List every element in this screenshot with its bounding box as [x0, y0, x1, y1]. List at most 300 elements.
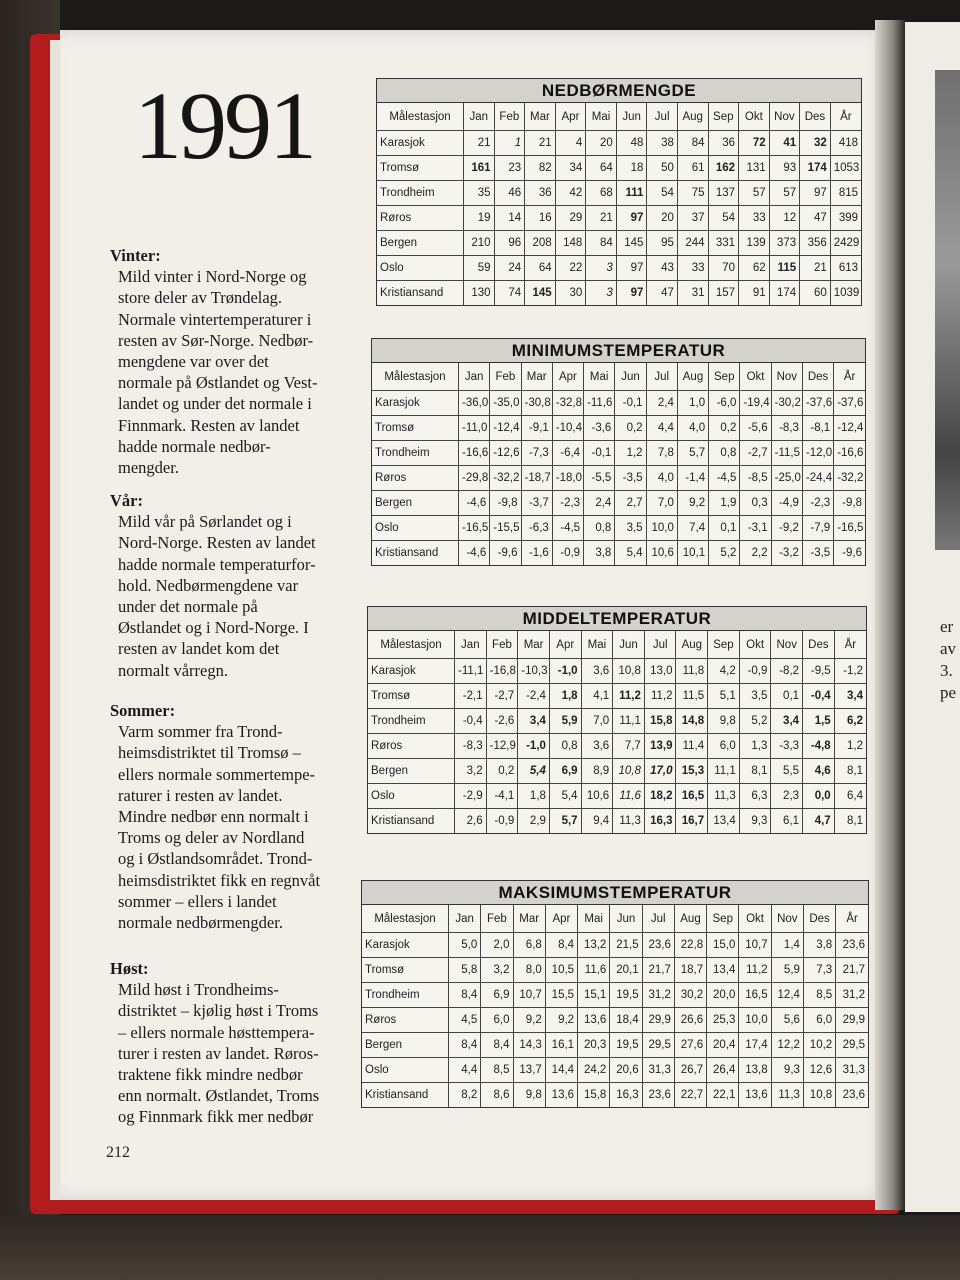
table-cell: 6,1 [771, 809, 803, 834]
table-cell: -7,9 [802, 516, 833, 541]
table-header-row [362, 905, 868, 933]
table-cell: 34 [555, 156, 586, 181]
table-cell: 22 [555, 256, 586, 281]
station-name: Tromsø [372, 416, 459, 441]
season-autumn [110, 958, 355, 1128]
table-row [362, 958, 868, 983]
table-row [372, 541, 865, 566]
table-cell: -32,8 [552, 391, 583, 416]
table-cell: -8,5 [740, 466, 771, 491]
table-cell: 1,9 [709, 491, 740, 516]
right-page-photo [935, 70, 960, 550]
table-cell: 13,0 [644, 659, 676, 684]
table-cell: 3,5 [615, 516, 646, 541]
table-cell: 14,4 [545, 1058, 577, 1083]
column-header: Jul [644, 631, 676, 659]
table-row [368, 809, 866, 834]
column-header: Des [800, 103, 831, 131]
table-title: NEDBØRMENGDE [377, 79, 861, 103]
table-cell: 5,5 [771, 759, 803, 784]
table-cell: 0,2 [709, 416, 740, 441]
table-cell: -9,6 [834, 541, 865, 566]
table-cell: -0,1 [615, 391, 646, 416]
table-cell: 0,8 [709, 441, 740, 466]
season-heading: Sommer: [110, 701, 176, 720]
table-cell: 15,3 [676, 759, 708, 784]
table-cell: 3,5 [739, 684, 771, 709]
table-cell: 8,6 [481, 1083, 513, 1108]
text-line: resten av Sør-Norge. Nedbør- [118, 330, 314, 350]
table-cell: 1,2 [615, 441, 646, 466]
table-header-row [372, 363, 865, 391]
text-line: heimsdistriktet fikk en regnvåt [118, 870, 321, 890]
table-cell: -4,8 [803, 734, 835, 759]
table-cell: 91 [739, 281, 770, 306]
column-header: Jan [459, 363, 490, 391]
table-cell: 9,2 [545, 1008, 577, 1033]
table-cell: 16 [525, 206, 556, 231]
table-cell: 10,6 [581, 784, 613, 809]
season-spring [110, 490, 355, 681]
table-cell: 2,3 [771, 784, 803, 809]
table-cell: -32,2 [490, 466, 521, 491]
table-row [362, 983, 868, 1008]
station-name: Kristiansand [362, 1083, 449, 1108]
column-header: Jun [610, 905, 642, 933]
table-cell: 31,2 [642, 983, 674, 1008]
table-cell: 8,5 [481, 1058, 513, 1083]
table-cell: 5,0 [449, 933, 481, 958]
table-cell: 15,5 [545, 983, 577, 1008]
column-header: Apr [545, 905, 577, 933]
column-header: Jun [615, 363, 646, 391]
table-cell: 2,4 [584, 491, 615, 516]
column-header: Mai [586, 103, 617, 131]
table-cell: 13,8 [739, 1058, 771, 1083]
table-cell: 5,2 [739, 709, 771, 734]
table-title: MINIMUMSTEMPERATUR [372, 339, 865, 363]
table-cell: -12,4 [834, 416, 865, 441]
table-cell: 11,6 [613, 784, 645, 809]
table-min-temperature [371, 338, 866, 566]
column-header: Des [802, 363, 833, 391]
table-cell: 50 [647, 156, 678, 181]
table-cell: 9,3 [771, 1058, 803, 1083]
table-cell: -10,4 [552, 416, 583, 441]
table-cell: 23,6 [836, 933, 868, 958]
station-name: Oslo [368, 784, 455, 809]
column-header: Okt [740, 363, 771, 391]
table-cell: -3,7 [521, 491, 552, 516]
table-cell: -9,1 [521, 416, 552, 441]
table-cell: 8,1 [834, 759, 866, 784]
table-cell: -4,6 [459, 491, 490, 516]
column-header: Aug [676, 631, 708, 659]
table-cell: 14 [494, 206, 525, 231]
column-header: Jul [647, 103, 678, 131]
table-cell: 3,8 [584, 541, 615, 566]
table-cell: -19,4 [740, 391, 771, 416]
table-cell: 6,9 [481, 983, 513, 1008]
table-cell: 157 [708, 281, 739, 306]
table-cell: 54 [708, 206, 739, 231]
table-row [377, 256, 861, 281]
text-line: normale på Østlandet og Vest- [118, 373, 318, 393]
table-cell: -12,4 [490, 416, 521, 441]
table-cell: 8,4 [449, 983, 481, 1008]
table-cell: -11,6 [584, 391, 615, 416]
table-cell: 0,2 [486, 759, 518, 784]
table-cell: 84 [677, 131, 708, 156]
text-line: Mild vinter i Nord-Norge og [118, 267, 307, 287]
column-header: År [834, 363, 865, 391]
table-cell: 21 [525, 131, 556, 156]
table-cell: 9,3 [739, 809, 771, 834]
table-cell: 4,2 [708, 659, 740, 684]
column-header: Sep [708, 631, 740, 659]
table-cell: 8,2 [449, 1083, 481, 1108]
text-line: Mindre nedbør enn normalt i [118, 807, 309, 827]
column-header: Nov [769, 103, 800, 131]
column-header: Nov [771, 631, 803, 659]
table-cell: 5,1 [708, 684, 740, 709]
table-row [362, 1083, 868, 1108]
text-line: enn normalt. Østlandet, Troms [118, 1086, 320, 1106]
text-line: Normale vintertemperaturer i [118, 309, 312, 329]
table-cell: 2,9 [518, 809, 550, 834]
column-header: Feb [486, 631, 518, 659]
table-cell: 33 [677, 256, 708, 281]
table-cell: 174 [800, 156, 831, 181]
text-line: raturer i resten av landet. [118, 785, 283, 805]
table-row [377, 231, 861, 256]
table-cell: 30,2 [674, 983, 706, 1008]
table-cell: 4,0 [677, 416, 708, 441]
table-cell: -8,3 [771, 416, 802, 441]
table-cell: 145 [616, 231, 647, 256]
table-cell: 26,4 [707, 1058, 739, 1083]
table-cell: 11,2 [644, 684, 676, 709]
column-header: Okt [739, 905, 771, 933]
table-cell: 17,0 [644, 759, 676, 784]
table-cell: 20,4 [707, 1033, 739, 1058]
table-row [377, 281, 861, 306]
station-name: Karasjok [372, 391, 459, 416]
table-cell: 54 [647, 181, 678, 206]
table-cell: 2,7 [615, 491, 646, 516]
table-row [372, 391, 865, 416]
column-header: År [834, 631, 866, 659]
table-cell: 208 [525, 231, 556, 256]
table-cell: -1,0 [549, 659, 581, 684]
column-header: Mai [581, 631, 613, 659]
table-cell: -1,0 [518, 734, 550, 759]
table-cell: 13,9 [644, 734, 676, 759]
table-max-temperature [361, 880, 869, 1108]
table-cell: 74 [494, 281, 525, 306]
right-page-text [940, 616, 960, 704]
right-page-text-line: av [940, 639, 957, 658]
table-cell: 7,0 [646, 491, 677, 516]
table-cell: -0,9 [739, 659, 771, 684]
table-cell: 22,1 [707, 1083, 739, 1108]
table-cell: 2429 [830, 231, 861, 256]
table-cell: 15,1 [578, 983, 610, 1008]
table-cell: 3,2 [481, 958, 513, 983]
table-cell: 72 [739, 131, 770, 156]
text-line: resten av landet kom det [118, 639, 280, 659]
table-cell: -3,1 [740, 516, 771, 541]
table-cell: 6,0 [803, 1008, 835, 1033]
table-cell: 5,7 [677, 441, 708, 466]
table-cell: 10,7 [739, 933, 771, 958]
table-cell: 19 [464, 206, 495, 231]
table-cell: 18 [616, 156, 647, 181]
table-cell: 4,5 [449, 1008, 481, 1033]
table-cell: -5,6 [740, 416, 771, 441]
table-cell: -3,5 [615, 466, 646, 491]
table-cell: -7,3 [521, 441, 552, 466]
table-cell: 356 [800, 231, 831, 256]
table-cell: 4,4 [449, 1058, 481, 1083]
column-header: Okt [739, 631, 771, 659]
table-cell: 21 [800, 256, 831, 281]
table-cell: 62 [739, 256, 770, 281]
table-cell: 30 [555, 281, 586, 306]
table-cell: 11,3 [613, 809, 645, 834]
station-name: Bergen [377, 231, 464, 256]
table-cell: -0,9 [552, 541, 583, 566]
table-cell: 95 [647, 231, 678, 256]
table-cell: 21,7 [642, 958, 674, 983]
table-cell: 3,4 [771, 709, 803, 734]
column-header: Jan [464, 103, 495, 131]
table-cell: 29,9 [642, 1008, 674, 1033]
table-cell: -8,3 [455, 734, 487, 759]
column-header: Feb [490, 363, 521, 391]
table-cell: 21,5 [610, 933, 642, 958]
table-cell: 2,2 [740, 541, 771, 566]
table-cell: 3,6 [581, 659, 613, 684]
table-row [362, 1058, 868, 1083]
table-cell: 11,1 [613, 709, 645, 734]
table-cell: 6,0 [708, 734, 740, 759]
table-cell: 4 [555, 131, 586, 156]
text-line: under det normale på [118, 597, 258, 617]
table-title: MAKSIMUMSTEMPERATUR [362, 881, 868, 905]
text-line: ellers normale sommertempe- [118, 764, 316, 784]
table-row [368, 784, 866, 809]
table-cell: 9,4 [581, 809, 613, 834]
table-row [362, 933, 868, 958]
table-cell: -11,0 [459, 416, 490, 441]
table-cell: 1,0 [677, 391, 708, 416]
column-header: Mar [521, 363, 552, 391]
table-cell: -15,5 [490, 516, 521, 541]
table-cell: 59 [464, 256, 495, 281]
table-cell: 97 [616, 281, 647, 306]
table-cell: 12 [769, 206, 800, 231]
table-cell: 10,8 [613, 659, 645, 684]
station-name: Røros [368, 734, 455, 759]
table-cell: 82 [525, 156, 556, 181]
table-cell: 31,3 [836, 1058, 868, 1083]
table-cell: -1,2 [834, 659, 866, 684]
table-cell: 20,6 [610, 1058, 642, 1083]
table-cell: 5,4 [518, 759, 550, 784]
right-page-text-line: pe [940, 683, 957, 702]
table-cell: -4,9 [771, 491, 802, 516]
table-cell: 15,0 [707, 933, 739, 958]
table-cell: -2,1 [455, 684, 487, 709]
column-header: Målestasjon [377, 103, 464, 131]
table-cell: -16,8 [486, 659, 518, 684]
table-cell: 20,0 [707, 983, 739, 1008]
table-cell: 139 [739, 231, 770, 256]
table-cell: 32 [800, 131, 831, 156]
table-cell: 64 [586, 156, 617, 181]
text-line: og Finnmark fikk mer nedbør [118, 1107, 314, 1127]
text-line: Finnmark. Resten av landet [118, 415, 300, 435]
table-cell: 60 [800, 281, 831, 306]
station-name: Røros [362, 1008, 449, 1033]
table-cell: 6,2 [834, 709, 866, 734]
table-cell: 16,5 [676, 784, 708, 809]
table-cell: 1053 [830, 156, 861, 181]
table-cell: 18,7 [674, 958, 706, 983]
table-cell: -2,6 [486, 709, 518, 734]
column-header: Feb [481, 905, 513, 933]
table-cell: 8,0 [513, 958, 545, 983]
table-cell: 93 [769, 156, 800, 181]
station-name: Tromsø [368, 684, 455, 709]
table-cell: 10,5 [545, 958, 577, 983]
table-cell: 6,3 [739, 784, 771, 809]
table-cell: 11,1 [708, 759, 740, 784]
text-line: hold. Nedbørmengdene var [118, 575, 299, 595]
table-cell: -9,6 [490, 541, 521, 566]
table-cell: 24,2 [578, 1058, 610, 1083]
table-cell: 131 [739, 156, 770, 181]
text-line: normalt vårregn. [118, 660, 228, 680]
table-cell: -8,1 [802, 416, 833, 441]
table-cell: 11,4 [676, 734, 708, 759]
table-cell: 31,3 [642, 1058, 674, 1083]
station-name: Bergen [362, 1033, 449, 1058]
table-cell: 26,6 [674, 1008, 706, 1033]
table-cell: -0,1 [584, 441, 615, 466]
table-cell: 4,7 [803, 809, 835, 834]
table-cell: 11,2 [613, 684, 645, 709]
table-cell: -6,3 [521, 516, 552, 541]
text-line: heimsdistriktet til Tromsø – [118, 743, 301, 763]
table-cell: 36 [708, 131, 739, 156]
table-cell: 8,1 [834, 809, 866, 834]
table-cell: 13,4 [708, 809, 740, 834]
station-name: Trondheim [372, 441, 459, 466]
column-header: Mar [518, 631, 550, 659]
table-cell: 0,8 [549, 734, 581, 759]
season-heading: Vår: [110, 491, 143, 510]
table-cell: 3,4 [834, 684, 866, 709]
text-line: sommer – ellers i landet [118, 891, 277, 911]
table-cell: 21,7 [836, 958, 868, 983]
table-cell: 13,6 [578, 1008, 610, 1033]
table-cell: -6,0 [709, 391, 740, 416]
table-cell: 613 [830, 256, 861, 281]
column-header: Målestasjon [372, 363, 459, 391]
table-cell: -4,1 [486, 784, 518, 809]
table-cell: 10,0 [646, 516, 677, 541]
table-cell: 145 [525, 281, 556, 306]
table-header-row [368, 631, 866, 659]
table-row [372, 491, 865, 516]
table-cell: 10,7 [513, 983, 545, 1008]
table-cell: 21 [586, 206, 617, 231]
column-header: Jul [646, 363, 677, 391]
table-cell: -30,8 [521, 391, 552, 416]
table-cell: 61 [677, 156, 708, 181]
table-cell: 29,5 [642, 1033, 674, 1058]
table-cell: 10,1 [677, 541, 708, 566]
table-cell: 1,3 [739, 734, 771, 759]
table-cell: 64 [525, 256, 556, 281]
text-line: distriktet – kjølig høst i Troms [118, 1001, 319, 1021]
column-header: Målestasjon [362, 905, 449, 933]
table-cell: 8,1 [739, 759, 771, 784]
table-cell: 8,4 [449, 1033, 481, 1058]
table-cell: -25,0 [771, 466, 802, 491]
table-header-row [377, 103, 861, 131]
column-header: Mai [578, 905, 610, 933]
table-cell: 5,9 [771, 958, 803, 983]
table-cell: 16,5 [739, 983, 771, 1008]
table-row [362, 1033, 868, 1058]
table-cell: -3,6 [584, 416, 615, 441]
table-row [377, 181, 861, 206]
column-header: Sep [707, 905, 739, 933]
table-cell: -5,5 [584, 466, 615, 491]
station-name: Røros [372, 466, 459, 491]
table-cell: -0,9 [486, 809, 518, 834]
table-cell: 161 [464, 156, 495, 181]
table-cell: 41 [769, 131, 800, 156]
column-header: Jul [642, 905, 674, 933]
table-cell: 22,7 [674, 1083, 706, 1108]
text-line: mengder. [118, 458, 179, 478]
column-header: År [830, 103, 861, 131]
table-cell: 37 [677, 206, 708, 231]
table-cell: 148 [555, 231, 586, 256]
table-cell: 418 [830, 131, 861, 156]
table-cell: 23,6 [642, 933, 674, 958]
column-header: Aug [674, 905, 706, 933]
table-cell: 2,4 [646, 391, 677, 416]
column-header: Okt [739, 103, 770, 131]
station-name: Oslo [372, 516, 459, 541]
column-header: Apr [552, 363, 583, 391]
table-row [372, 416, 865, 441]
station-name: Oslo [362, 1058, 449, 1083]
column-header: Nov [771, 363, 802, 391]
table-cell: -16,6 [459, 441, 490, 466]
station-name: Trondheim [377, 181, 464, 206]
table-cell: 130 [464, 281, 495, 306]
season-summer [110, 700, 355, 933]
table-mean-temperature [367, 606, 867, 834]
table-title: MIDDELTEMPERATUR [368, 607, 866, 631]
column-header: Jun [616, 103, 647, 131]
